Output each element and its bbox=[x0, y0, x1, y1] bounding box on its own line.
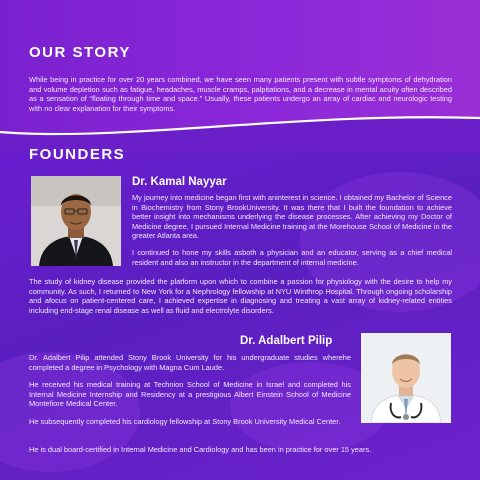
adalbert-bio-paragraph-2: He received his medical training at Technion School of Medicine in Israel and completed his Internal Medicine Internship and Residency at a prestigious Albert Einstein School of Medicine Montefiore Medical Center. bbox=[29, 380, 351, 409]
adalbert-pilip-photo bbox=[361, 333, 451, 423]
kamal-bio-paragraph-1: My journey into medicine began first with aninterest in science. I obtained my Bachelor of Science in Biochemistry from Stony BrookUniversity. It was there that I built the foundation to achieve better insight into mechanisms underlying the disease processes. After achieving my Doctor of Medicine degree, I pursued Internal Medicine training at the Morehouse School of Medicine in the greater Atlanta area. bbox=[132, 193, 452, 241]
kamal-nayyar-photo bbox=[31, 176, 121, 266]
founders-heading: FOUNDERS bbox=[29, 146, 126, 163]
adalbert-pilip-name: Dr. Adalbert Pilip bbox=[240, 335, 333, 347]
kamal-bio-paragraph-3: The study of kidney disease provided the platform upon which to combine a passion for physiology with the desire to help my community. As such, I returned to New York for a Nephrology fellowship at NYU Winthrop Hospital. Through ongoing scholarship and afocus on patient-centered care, I achieved expertise in diagnosing and treating a vast array of kidney-related entities including end-stage renal disease as well as fluid and electrolyte disorders. bbox=[29, 277, 452, 315]
adalbert-bio-paragraph-1: Dr. Adalbert Pilip attended Stony Brook University for his undergraduate studies wherehe completed a degree in Psychology with Magna Cum Laude. bbox=[29, 353, 351, 372]
adalbert-bio-paragraph-4: He is dual board-certified in Internal Medicine and Cardiology and has been in practice for over 15 years. bbox=[29, 445, 372, 454]
adalbert-bio-paragraph-3: He subsequently completed his cardiology fellowship at Stony Brook University Medical Center. bbox=[29, 417, 341, 426]
kamal-bio-paragraph-2: I continued to hone my skills asboth a physician and an educator, serving as a chief medical resident and also an instructor in the department of internal medicine. bbox=[132, 248, 452, 267]
our-story-text: While being in practice for over 20 years combined, we have seen many patients present with subtle symptoms of dehydration and volume depletion such as fatigue, headaches, muscle cramps, palpitations, and a decrease in mental acuity often described as a sensation of “floating through time and space.” Usually, these patients undergo an array of cardiac and neurologic testing with no clear explanation for their symptoms. bbox=[29, 75, 452, 113]
kamal-nayyar-name: Dr. Kamal Nayyar bbox=[132, 176, 227, 188]
our-story-heading: OUR STORY bbox=[29, 44, 131, 61]
